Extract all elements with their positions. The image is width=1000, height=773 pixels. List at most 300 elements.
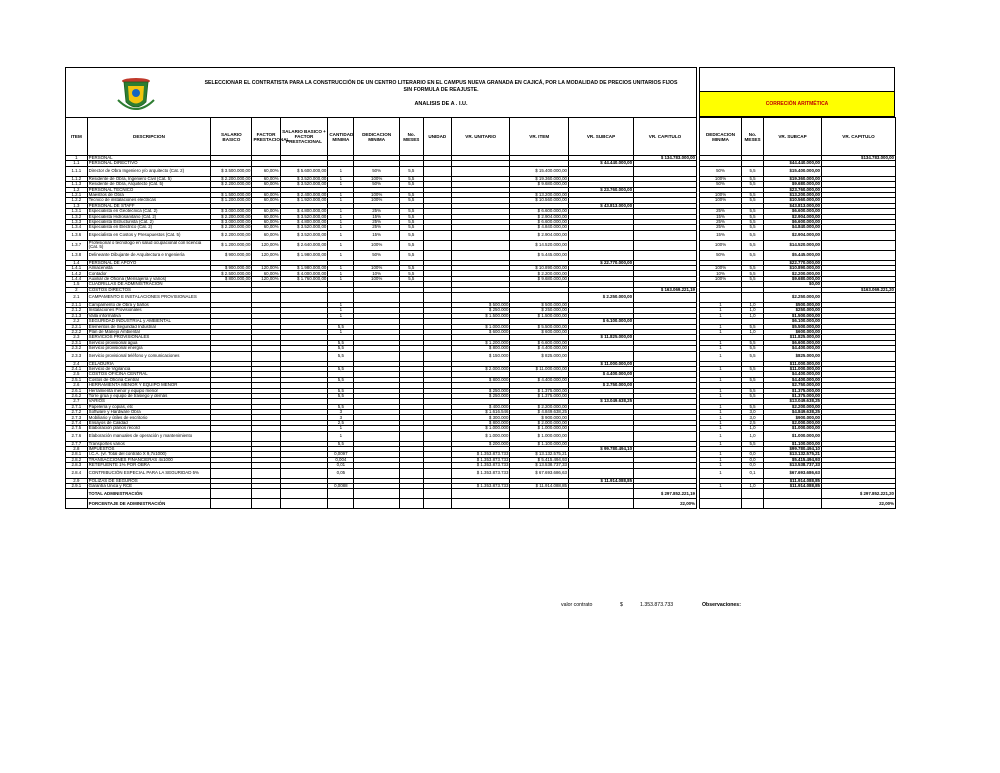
- cell-desc: COSTOS OFICINA CENTRAL: [87, 372, 211, 377]
- cell-item: 1.4: [66, 260, 88, 265]
- cell-fac: 60,00%: [252, 214, 280, 219]
- corr-cell-mes: 1,0: [742, 303, 764, 308]
- cell-item: [66, 499, 88, 509]
- corr-cell-mes: 5,5: [742, 225, 764, 230]
- cell-vitem: $ 5.415.494,93: [510, 457, 569, 462]
- corr-cell-sub: $6.600.000,00: [764, 209, 822, 214]
- cell-cantidad: 5,5: [328, 441, 354, 446]
- cell-desc: PERSONAL DIRECTIVO: [87, 161, 211, 166]
- corr-cell-ded: 50%: [700, 166, 742, 176]
- corr-cell-sub: $13.049.638,25: [764, 399, 822, 404]
- cell-sal: $ 2.200.000,00: [211, 214, 252, 219]
- corr-cell-sub: $9.680.000,00: [764, 182, 822, 187]
- corr-cell-sub: $10.890.000,00: [764, 266, 822, 271]
- cell-sub: [568, 166, 633, 176]
- cell-item: 2.4: [66, 361, 88, 366]
- cell-fac: 60,00%: [252, 225, 280, 230]
- corr-cell-cap: [822, 250, 896, 260]
- cell-item: 1.1.2: [66, 176, 88, 181]
- cell-sal: $ 2.200.000,00: [211, 225, 252, 230]
- cell-mes: 5,5: [399, 276, 423, 281]
- corr-cell-ded: 15%: [700, 214, 742, 219]
- correction-row: [700, 431, 896, 441]
- cell-desc: Elaboración planos récord: [87, 426, 211, 431]
- cell-cantidad: 2,5: [328, 420, 354, 425]
- cell-desc: Elaboración manuales de operación y mantenimiento: [87, 431, 211, 441]
- cell-desc: COSTOS DIRECTOS: [87, 287, 211, 292]
- cell-item: 2.7.7: [66, 441, 88, 446]
- corr-cell-sub: $2.000.000,00: [764, 420, 822, 425]
- cell-cap: $ 163.069.221,19: [634, 287, 697, 292]
- corr-cell-sub: $250.000,00: [764, 308, 822, 313]
- cell-vr-unitario: [451, 240, 510, 250]
- cell-vitem: $ 1.000.000,00: [510, 431, 569, 441]
- corr-cell-mes: 3,0: [742, 410, 764, 415]
- cell-mes: 5,5: [399, 198, 423, 203]
- cell-sf: $ 3.520.000,00: [280, 214, 328, 219]
- corr-cell-sub: $2.200.000,00: [764, 404, 822, 409]
- cell-item: 2.7.1: [66, 404, 88, 409]
- cell-cantidad: 1: [328, 166, 354, 176]
- corr-cell-ded: 100%: [700, 266, 742, 271]
- cell-vr-unitario: $ 800.000: [451, 377, 510, 382]
- cell-item: 2.8.2: [66, 457, 88, 462]
- cell-sal: $ 2.500.000,00: [211, 271, 252, 276]
- correction-header-row: [700, 118, 896, 156]
- corr-cell-sub: $13.132.575,21: [764, 452, 822, 457]
- corr-cell-ded: 50%: [700, 250, 742, 260]
- corr-cell-mes: 5,5: [742, 219, 764, 224]
- cell-cantidad: 1: [328, 276, 354, 281]
- cell-sal: $ 1.200.000,00: [211, 240, 252, 250]
- cell-cantidad: 5,5: [328, 393, 354, 398]
- cell-sf: $ 1.980.000,00: [280, 250, 328, 260]
- cell-item: 1.3.1: [66, 209, 88, 214]
- cell-sal: $ 1.200.000,00: [211, 198, 252, 203]
- cell-vr-unitario: [451, 499, 510, 509]
- table-header-row: [66, 118, 697, 156]
- corr-cell-ded: 1: [700, 366, 742, 371]
- cell-item: 2.7: [66, 399, 88, 404]
- cell-desc: I.C.A. (vr. Total del contrato X 9,7x1000): [87, 452, 211, 457]
- cell-sf: $ 1.980.000,00: [280, 266, 328, 271]
- cell-desc: PORCENTAJE DE ADMINISTRACIÓN: [87, 499, 211, 509]
- correction-row: [700, 499, 896, 509]
- cell-fac: [252, 431, 280, 441]
- corr-cell-mes: 5,5: [742, 230, 764, 240]
- cell-desc: CAMPAMENTO E INSTALACIONES PROVISIONALES: [87, 293, 211, 303]
- cell-vitem: $ 4.400.000,00: [510, 377, 569, 382]
- cell-item: 1.2.1: [66, 192, 88, 197]
- cell-desc: Campamento de Obra y baños: [87, 303, 211, 308]
- cell-mes: 5,5: [399, 250, 423, 260]
- cell-sub: $ 11.914.088,85: [568, 478, 633, 483]
- col-no-meses: No. MESES: [399, 118, 423, 156]
- cell-desc: Tecnico de instalaciones electricas: [87, 198, 211, 203]
- cell-sal: [211, 499, 252, 509]
- cell-vr-unitario: $ 1.000.000: [451, 431, 510, 441]
- cell-desc: Ensayos de Calidad: [87, 420, 211, 425]
- cell-cantidad: 1: [328, 219, 354, 224]
- cell-vitem: $ 15.400.000,00: [510, 166, 569, 176]
- cell-vitem: $ 500.000,00: [510, 303, 569, 308]
- cell-sub: [568, 431, 633, 441]
- corr-cell-mes: 5,5: [742, 340, 764, 345]
- corr-cell-sub: $500.000,00: [764, 303, 822, 308]
- corr-cell-ded: 1: [700, 329, 742, 334]
- corr-cell-sub: $11.825.000,00: [764, 335, 822, 340]
- cell-vitem: $ 9.680.000,00: [510, 182, 569, 187]
- cell-vitem: $ 11.000.000,00: [510, 366, 569, 371]
- cell-item: 1.3.7: [66, 240, 88, 250]
- corr-cell-mes: 1,0: [742, 329, 764, 334]
- cell-cantidad: 5,5: [328, 346, 354, 351]
- corr-cell-ded: 15%: [700, 230, 742, 240]
- cell-mes: 5,5: [399, 214, 423, 219]
- cell-unidad: [423, 250, 451, 260]
- cell-cantidad: 5,5: [328, 351, 354, 361]
- cell-desc: Plan de Manejo Ambiental: [87, 329, 211, 334]
- cell-cantidad: 1: [328, 225, 354, 230]
- cell-vitem: $ 6.600.000,00: [510, 340, 569, 345]
- cell-item: 2.3.3: [66, 351, 88, 361]
- corr-cell-cap: [822, 166, 896, 176]
- cell-cantidad: 1: [328, 230, 354, 240]
- cell-sal: $ 3.000.000,00: [211, 219, 252, 224]
- cell-sal: $ 900.000,00: [211, 250, 252, 260]
- cell-fac: 60,00%: [252, 176, 280, 181]
- corr-cell-mes: 5,5: [742, 192, 764, 197]
- cell-vr-unitario: $ 250.000: [451, 393, 510, 398]
- corr-cell-ded: 1: [700, 463, 742, 468]
- cell-fac: 60,00%: [252, 230, 280, 240]
- cell-vr-unitario: $ 200.000: [451, 441, 510, 446]
- corr-cell-sub: $11.000.000,00: [764, 361, 822, 366]
- cell-item: 2.9.1: [66, 483, 88, 488]
- cell-item: 2.6.1: [66, 388, 88, 393]
- cell-sf: [280, 468, 328, 478]
- correction-row: [700, 489, 896, 499]
- cell-fac: 60,00%: [252, 166, 280, 176]
- cell-sub: $ 13.049.638,25: [568, 399, 633, 404]
- corr-cell-sub: $1.375.000,00: [764, 393, 822, 398]
- cell-mes: [399, 351, 423, 361]
- corr-cell-sub: $6.600.000,00: [764, 340, 822, 345]
- cell-sf: $ 1.760.000,00: [280, 276, 328, 281]
- cell-cap: $ 134.783.000,00: [634, 156, 697, 161]
- cell-desc: PERSONAL TECNICO: [87, 187, 211, 192]
- corr-cell-ded: 25%: [700, 209, 742, 214]
- cell-sub: [568, 351, 633, 361]
- cell-cap: [634, 250, 697, 260]
- col-item: ITEM: [66, 118, 88, 156]
- corr-cell-sub: $4.849.638,25: [764, 410, 822, 415]
- cell-sal: $ 2.200.000,00: [211, 182, 252, 187]
- cell-mes: [399, 489, 423, 499]
- cell-fac: 120,00%: [252, 266, 280, 271]
- cell-ded: 100%: [354, 198, 400, 203]
- corr-cell-mes: 5,5: [742, 388, 764, 393]
- cell-vr-unitario: $ 2.000.000: [451, 366, 510, 371]
- cell-desc: SEGURIDAD INDUSTRIAL y AMBIENTAL: [87, 319, 211, 324]
- corr-cell-sub: $825.000,00: [764, 351, 822, 361]
- cell-desc: SERVICIOS PROVISIONALES: [87, 335, 211, 340]
- cell-vitem: $ 5.445.000,00: [510, 250, 569, 260]
- corr-cell-ded: 25%: [700, 219, 742, 224]
- cell-item: 1.3: [66, 203, 88, 208]
- cell-desc: Especialista Hidrosanitario (Cat. 2): [87, 214, 211, 219]
- cell-desc: Auxiliar de Oficina (Mensajería y varios): [87, 276, 211, 281]
- cell-cantidad: 5,5: [328, 324, 354, 329]
- cell-vitem: $ 10.560.000,00: [510, 198, 569, 203]
- cell-vr-unitario: $ 800.000: [451, 346, 510, 351]
- corr-cell-mes: 5,5: [742, 351, 764, 361]
- cell-cantidad: 1: [328, 192, 354, 197]
- corr-cell-ded: 1: [700, 393, 742, 398]
- cell-vr-unitario: $ 250.000: [451, 308, 510, 313]
- corr-cell-ded: 100%: [700, 198, 742, 203]
- cell-item: 1.1: [66, 161, 88, 166]
- cell-unidad: [423, 431, 451, 441]
- cell-ded: 100%: [354, 276, 400, 281]
- cell-item: 2.5.1: [66, 377, 88, 382]
- cell-cantidad: [328, 489, 354, 499]
- corr-cell-ded: [700, 489, 742, 499]
- cell-item: 2.1.1: [66, 303, 88, 308]
- table-row: [66, 240, 697, 250]
- corr-cell-ded: 1: [700, 426, 742, 431]
- document-subtitle: ANALISIS DE A . I.U.: [414, 101, 468, 107]
- cell-desc: Almacenista: [87, 266, 211, 271]
- cell-cantidad: 1: [328, 214, 354, 219]
- corr-cell-ded: 25%: [700, 225, 742, 230]
- correction-row: [700, 166, 896, 176]
- corr-cell-cap: $163.069.221,20: [822, 287, 896, 292]
- cell-ded: [354, 431, 400, 441]
- cell-ded: 25%: [354, 219, 400, 224]
- university-logo-icon: [114, 74, 158, 114]
- cell-vitem: [510, 293, 569, 303]
- corr-cell-cap: $ 297.852.221,20: [822, 489, 896, 499]
- cell-item: 2.8: [66, 447, 88, 452]
- cell-item: 2.8.3: [66, 463, 88, 468]
- corr-cell-sub: $13.200.000,00: [764, 192, 822, 197]
- cell-unidad: [423, 240, 451, 250]
- corr-cell-mes: 2,5: [742, 420, 764, 425]
- cell-sub: $ 23.760.000,00: [568, 187, 633, 192]
- corr-cell-cap: [822, 240, 896, 250]
- col-vr-capitulo: VR. CAPITULO: [634, 118, 697, 156]
- cell-fac: 60,00%: [252, 219, 280, 224]
- corr-cell-sub: $11.000.000,00: [764, 366, 822, 371]
- cell-vr-unitario: $ 500.000: [451, 303, 510, 308]
- cell-item: 2.2.1: [66, 324, 88, 329]
- corr-cell-mes: 5,5: [742, 441, 764, 446]
- corr-cell-cap: 22,00%: [822, 499, 896, 509]
- cell-unidad: [423, 166, 451, 176]
- corr-cell-ded: 1: [700, 324, 742, 329]
- cell-item: 2.4.1: [66, 366, 88, 371]
- cell-vitem: $ 1.375.000,00: [510, 388, 569, 393]
- aiu-table: [65, 117, 697, 509]
- cell-desc: Costos de Oficina Central: [87, 377, 211, 382]
- cell-vr-unitario: $ 1.200.000: [451, 340, 510, 345]
- cell-vitem: $ 1.000.000,00: [510, 426, 569, 431]
- cell-vr-unitario: $ 400.000: [451, 404, 510, 409]
- cell-sf: [280, 499, 328, 509]
- cell-mes: [399, 431, 423, 441]
- cell-sf: $ 4.800.000,00: [280, 209, 328, 214]
- corr-cell-ded: 1: [700, 351, 742, 361]
- cell-item: 2.1.2: [66, 308, 88, 313]
- corr-cell-sub: $1.100.000,00: [764, 441, 822, 446]
- cell-vr-unitario: $ 600.000: [451, 329, 510, 334]
- cell-sf: [280, 431, 328, 441]
- cell-sf: [280, 489, 328, 499]
- cell-vitem: $ 4.840.000,00: [510, 225, 569, 230]
- cell-sub: $ 4.400.000,00: [568, 372, 633, 377]
- cell-cantidad: 3: [328, 415, 354, 420]
- cell-sub: $ 11.000.000,00: [568, 361, 633, 366]
- cell-vitem: $ 13.132.575,21: [510, 452, 569, 457]
- cell-vr-unitario: $ 1.000.000: [451, 426, 510, 431]
- cell-cantidad: 1: [328, 240, 354, 250]
- corr-cell-ded: 10%: [700, 271, 742, 276]
- cell-cantidad: 1: [328, 329, 354, 334]
- corr-cell-ded: 1: [700, 303, 742, 308]
- corr-cell-mes: 5,5: [742, 266, 764, 271]
- cell-cap: [634, 166, 697, 176]
- corr-cell-ded: 1: [700, 404, 742, 409]
- cell-fac: 120,00%: [252, 240, 280, 250]
- corr-cell-sub: $22.770.000,00: [764, 260, 822, 265]
- cell-vitem: $ 10.890.000,00: [510, 266, 569, 271]
- col-factor-prestacional: FACTOR PRESTACIONAL: [252, 118, 280, 156]
- cell-vitem: $ 2.904.000,00: [510, 230, 569, 240]
- cell-sub: [568, 240, 633, 250]
- table-row: [66, 499, 697, 509]
- corr-cell-sub: $2.750.000,00: [764, 383, 822, 388]
- cell-unidad: [423, 468, 451, 478]
- cell-item: 2.8.1: [66, 452, 88, 457]
- cell-vitem: $ 900.000,00: [510, 415, 569, 420]
- cell-sf: $ 1.920.000,00: [280, 198, 328, 203]
- cell-mes: 5,5: [399, 240, 423, 250]
- cell-cantidad: 5,5: [328, 366, 354, 371]
- cell-item: 1.3.6: [66, 230, 88, 240]
- corr-cell-mes: 5,5: [742, 346, 764, 351]
- cell-cantidad: 0,05: [328, 468, 354, 478]
- cell-cantidad: 1: [328, 303, 354, 308]
- cell-cantidad: 5,5: [328, 340, 354, 345]
- corr-cell-ded: 50%: [700, 182, 742, 187]
- corr-cell-mes: 5,5: [742, 404, 764, 409]
- cell-cantidad: 5,5: [328, 404, 354, 409]
- corr-cell-mes: 1,0: [742, 308, 764, 313]
- cell-cap: 22,00%: [634, 499, 697, 509]
- cell-cantidad: 1: [328, 250, 354, 260]
- corr-cell-sub: $11.914.088,85: [764, 478, 822, 483]
- cell-vitem: $ 13.538.737,33: [510, 463, 569, 468]
- corr-cell-mes: 5,5: [742, 271, 764, 276]
- corr-cell-ded: 1: [700, 308, 742, 313]
- cell-item: 2.3: [66, 335, 88, 340]
- cell-vr-unitario: $ 1.500.000: [451, 313, 510, 318]
- cell-desc: HERRAMIENTA MENOR Y EQUIPO MENOR: [87, 383, 211, 388]
- corr-cell-mes: 5,5: [742, 250, 764, 260]
- cell-mes: [399, 499, 423, 509]
- cell-item: 1.2.2: [66, 198, 88, 203]
- cell-ded: 50%: [354, 250, 400, 260]
- correction-row: [700, 230, 896, 240]
- corr-cell-ded: 100%: [700, 240, 742, 250]
- col-vr-subcap: VR. SUBCAP: [568, 118, 633, 156]
- corr-cell-mes: 3,0: [742, 415, 764, 420]
- corr-cell-sub: $5.415.494,93: [764, 457, 822, 462]
- corr-cell-mes: 5,5: [742, 240, 764, 250]
- corr-cell-ded: 1: [700, 346, 742, 351]
- cell-ded: 50%: [354, 166, 400, 176]
- cell-ded: 100%: [354, 266, 400, 271]
- cell-cantidad: 1: [328, 266, 354, 271]
- corr-cell-sub: $0,00: [764, 282, 822, 287]
- corr-cell-ded: 1: [700, 377, 742, 382]
- cell-vitem: $ 6.600.000,00: [510, 219, 569, 224]
- cell-desc: Servicio provisional agua: [87, 340, 211, 345]
- cell-desc: Especialista Estructurista (Cat. 2): [87, 219, 211, 224]
- corr-cell-mes: [742, 499, 764, 509]
- corr-cell-mes: 1,0: [742, 483, 764, 488]
- correction-row: [700, 351, 896, 361]
- corr-cell-sub: $2.200.000,00: [764, 271, 822, 276]
- cell-vr-unitario: [451, 230, 510, 240]
- cell-vitem: $ 2.904.000,00: [510, 214, 569, 219]
- cell-vr-unitario: $ 1.353.873.733: [451, 463, 510, 468]
- cell-vr-unitario: $ 1.000.000: [451, 324, 510, 329]
- corr-cell-ded: [700, 293, 742, 303]
- cell-vr-unitario: $ 250.000: [451, 388, 510, 393]
- cell-cantidad: 0,0088: [328, 483, 354, 488]
- cell-sub: $ 43.813.000,00: [568, 203, 633, 208]
- corr-cell-sub: $600.000,00: [764, 329, 822, 334]
- corr-cell-ded: 1: [700, 410, 742, 415]
- corr-cell-mes: 0,0: [742, 457, 764, 462]
- cell-desc: PERSONAL DE APOYO: [87, 260, 211, 265]
- cell-vr-unitario: [451, 250, 510, 260]
- cell-item: 2.7.4: [66, 420, 88, 425]
- cell-mes: [399, 468, 423, 478]
- corr-cell-sub: $900.000,00: [764, 415, 822, 420]
- cell-item: 2.1: [66, 293, 88, 303]
- cell-desc: TRANSACCIONES FINANCIERAS 4x1000: [87, 457, 211, 462]
- cell-ded: 10%: [354, 271, 400, 276]
- table-row: [66, 431, 697, 441]
- table-row: [66, 351, 697, 361]
- cell-ded: [354, 293, 400, 303]
- cell-cantidad: 0,004: [328, 457, 354, 462]
- cell-item: 1.4.2: [66, 271, 88, 276]
- cell-vr-unitario: $ 1.616.546: [451, 410, 510, 415]
- corr-cell-sub: [764, 489, 822, 499]
- col-descripcion: DESCRIPCION: [87, 118, 211, 156]
- cell-item: 1.1.1: [66, 166, 88, 176]
- corr-cell-sub: $1.375.000,00: [764, 388, 822, 393]
- corr-cell-mes: [742, 293, 764, 303]
- observaciones-label: Observaciones:: [702, 602, 741, 608]
- corr-cell-sub: $15.400.000,00: [764, 166, 822, 176]
- cell-cantidad: [328, 499, 354, 509]
- cell-desc: Herramienta menor y equipo menor: [87, 388, 211, 393]
